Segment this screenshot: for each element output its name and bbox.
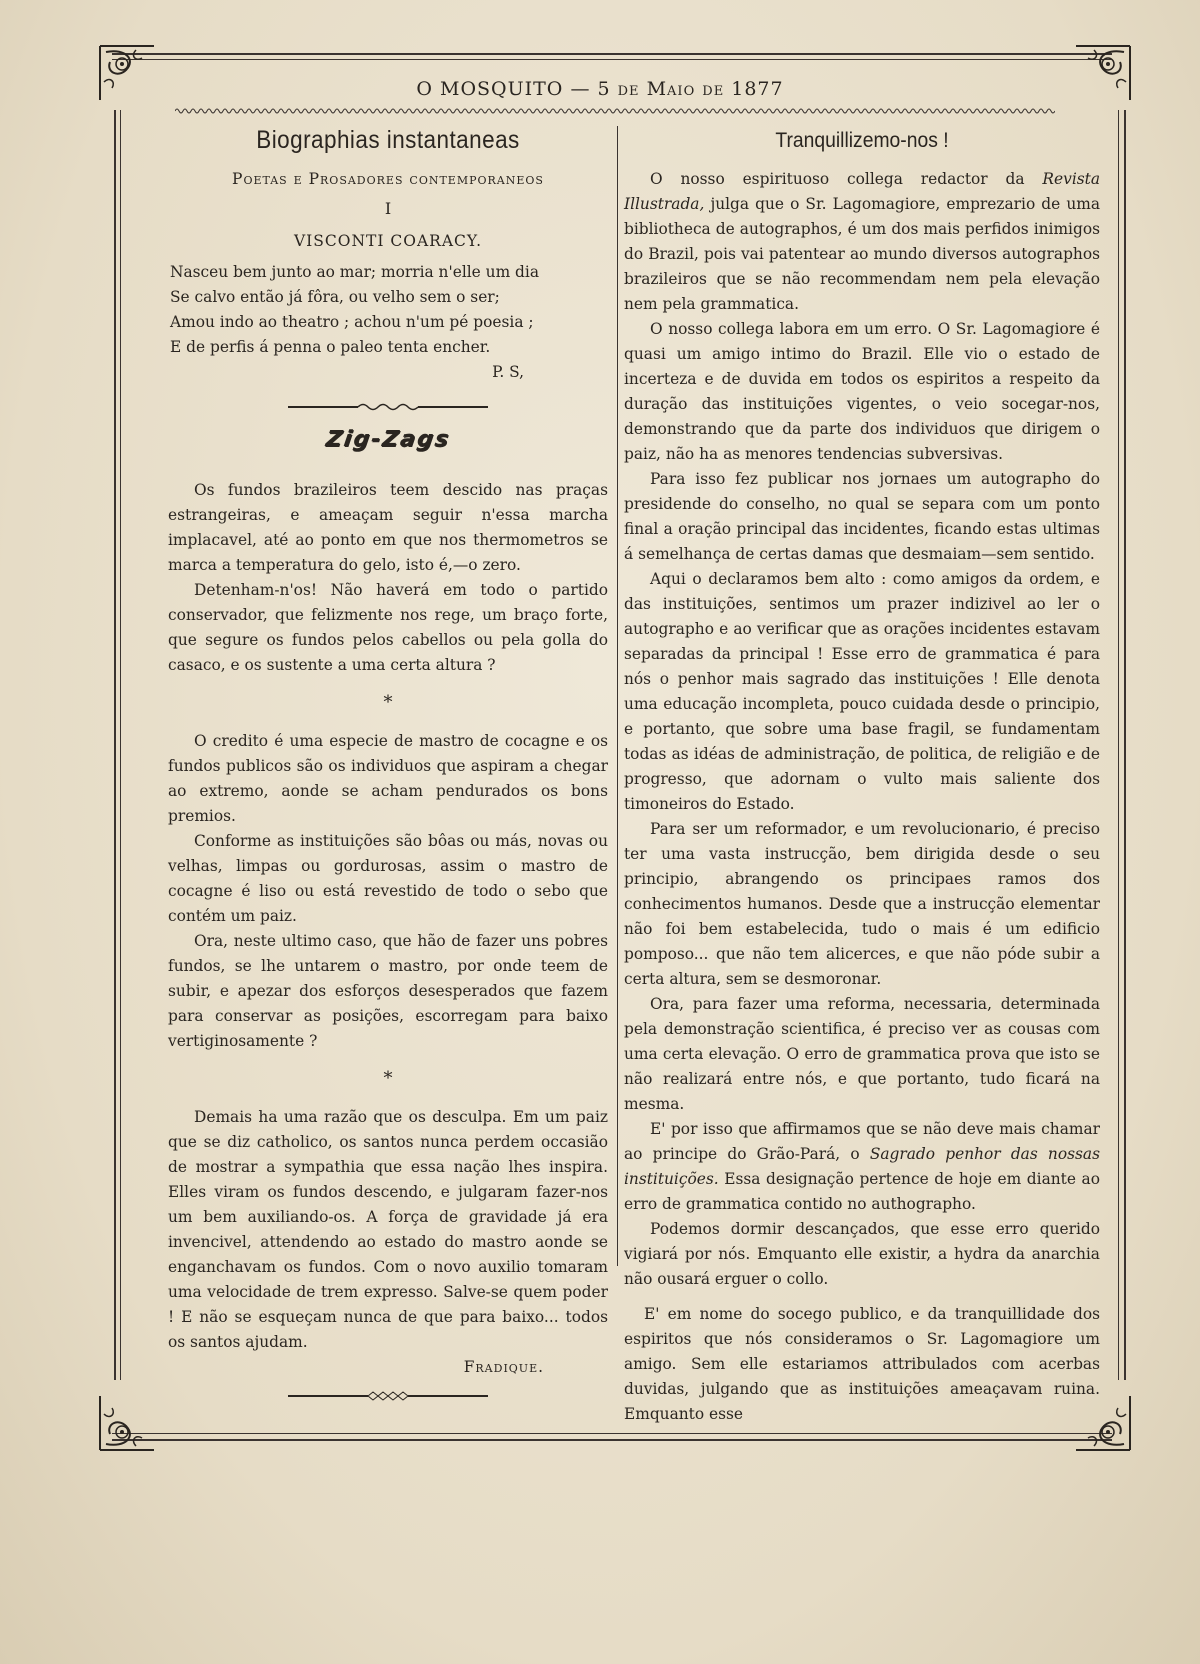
masthead-dash: —	[570, 78, 591, 100]
paragraph-text: Essa designação pertence de hoje em diante ao erro de grammatica contido no authographo.	[624, 1170, 1100, 1213]
paragraph: Para ser um reformador, e um revolucionario, é preciso ter uma vasta instrucção, bem dirigida desde o seu principio, abrangendo os principaes ramos dos conhecimentos humanos. Desde que a instrucção elementar não foi bem estabelecida, tudo o mais é um edificio pomposo... que não tem alicerces, e que não póde subir a certa altura, sem se desmoronar.	[624, 820, 1100, 988]
paragraph: Demais ha uma razão que os desculpa. Em um paiz que se diz catholico, os santos nunca perdem occasião de mostrar a sympathia que essa nação lhes inspira. Elles viram os fundos descendo, e julgaram fazer-nos um bem auxiliando-os. A força de gravidade já era invencivel, attendendo ao estado do mastro aonde se enganchavam os fundos. Com o novo auxilio tomaram uma velocidade de trem expresso. Salve-se quem poder ! E não se esqueçam nunca de que para baixo... todos os santos ajudam.	[168, 1108, 608, 1351]
verse-block	[168, 260, 608, 360]
frame-bottom-rule	[112, 1439, 1112, 1441]
masthead-month: Maio	[646, 78, 696, 100]
verse-signature: P. S,	[492, 363, 524, 381]
paragraph: Podemos dormir descançados, que esse erro querido vigiará por nós. Emquanto elle existir, a hydra da anarchia não ousará erguer o collo.	[624, 1220, 1100, 1288]
paragraph: E' em nome do socego publico, e da tranquillidade dos espiritos que nós consideramos o Sr. Lagomagiore um amigo. Sem elle estariamos attribulados com acerbas duvidas, julgando que as instituições ameaçavam ruina. Emquanto esse	[624, 1305, 1100, 1423]
paragraph-text: julga que o Sr. Lagomagiore, emprezario de uma bibliotheca de autographos, é um dos mais perfidos inimigos do Brazil, pois vai patentear ao mundo diversos autographos brazileiros que se não recommendam nem pela elevação nem pela grammatica.	[624, 195, 1100, 313]
paragraph	[624, 167, 1100, 317]
frame-left-rule	[114, 110, 116, 1380]
biographias-subtitle: Poetas e Prosadores contemporaneos	[232, 170, 544, 188]
frame-top-rule	[112, 53, 1112, 55]
wavy-rule	[175, 106, 1055, 116]
ornamental-rule-icon	[288, 401, 488, 413]
tranquillizemo-title: Tranquillizemo-nos !	[775, 129, 949, 152]
verse-line: Amou indo ao theatro ; achou n'um pé poesia ;	[170, 313, 534, 331]
frame-right-inner-rule	[1118, 110, 1119, 1380]
column-divider	[617, 126, 618, 1266]
masthead-year: 1877	[731, 78, 784, 100]
paragraph: O credito é uma especie de mastro de cocagne e os fundos publicos são os individuos que aspiram a chegar ao extremo, aonde se acham pendurados os bons premios.	[168, 732, 608, 825]
frame-right-rule	[1124, 110, 1126, 1380]
paragraph: Detenham-n'os! Não haverá em todo o partido conservador, que felizmente nos rege, um braço forte, que segure os fundos pelos cabellos ou pela golla do casaco, e os sustente a uma certa altura ?	[168, 581, 608, 674]
verse-line: E de perfis á penna o paleo tenta encher.	[170, 338, 491, 356]
periodical-title: Revista Illustrada,	[624, 170, 1100, 213]
paragraph: Para isso fez publicar nos jornaes um autographo do presidende do conselho, no qual se separa com um ponto final a oração principal das incidentes, ficando estas ultimas á semelhança de certas damas que desmaiam—sem sentido.	[624, 470, 1100, 563]
frame-left-inner-rule	[120, 110, 121, 1380]
poet-name: VISCONTI COARACY.	[293, 232, 483, 250]
paragraph	[624, 1117, 1100, 1217]
zig-zags-title: Zig-Zags	[324, 427, 452, 452]
biographias-title: Biographias instantaneas	[256, 126, 520, 154]
corner-ornament-icon	[96, 1392, 158, 1454]
paragraph: Aqui o declaramos bem alto : como amigos da ordem, e das instituições, sentimos um prazer indizivel ao ler o autographo e ao verificar que as orações incidentes estavam separadas da principal ! Esse erro de grammatica é para nós o penhor mais sagrado das instituições ! Elle denota uma educação incompleta, pouco cuidada desde o principio, e portanto, que sobre uma base fragil, se fundamentam todas as idéas de administração, de politica, de religião e de progresso, que adornam o vulto mais saliente dos timoneiros do Estado.	[624, 570, 1100, 813]
left-column	[168, 124, 608, 1416]
paragraph: Ora, para fazer uma reforma, necessaria, determinada pela demonstração scientifica, é preciso ver as cousas com uma certa elevação. O erro de grammatica prova que isto se não realizará entre nós, e que portanto, tudo ficará na mesma.	[624, 995, 1100, 1113]
masthead-de: de	[702, 78, 725, 100]
paragraph: O nosso collega labora em um erro. O Sr. Lagomagiore é quasi um amigo intimo do Brazil. Elle vio o estado de incerteza e de duvida em todos os espiritos a respeito da duração das instituições vigentes, o veio socegar-nos, demonstrando que da parte dos individuos que dirigem o paiz, não ha as menores tendencias subversivas.	[624, 320, 1100, 463]
masthead-de: de	[617, 78, 640, 100]
asterisk-separator: *	[383, 692, 393, 713]
verse-line: Se calvo então já fôra, ou velho sem o ser;	[170, 288, 500, 306]
masthead-day: 5	[597, 78, 611, 100]
author-signature: Fradique.	[463, 1358, 544, 1376]
paper-name: O MOSQUITO	[416, 78, 564, 100]
frame-bottom-inner-rule	[112, 1433, 1112, 1434]
frame-top-inner-rule	[112, 59, 1112, 60]
section-numeral: I	[384, 199, 392, 218]
verse-line: Nasceu bem junto ao mar; morria n'elle um dia	[170, 263, 540, 281]
paragraph-text: E' por isso que affirmamos que se não deve mais chamar ao principe do Grão-Pará, o	[624, 1120, 1100, 1163]
emphasis-text: Sagrado penhor das nossas instituições.	[624, 1145, 1100, 1188]
paragraph: Ora, neste ultimo caso, que hão de fazer uns pobres fundos, se lhe untarem o mastro, por onde teem de subir, e apezar dos esforços desesperados que fazem para conservar as posições, escorregam para baixo vertiginosamente ?	[168, 932, 608, 1050]
masthead	[0, 78, 1200, 100]
right-column	[624, 124, 1100, 1427]
paragraph-text: O nosso espirituoso collega redactor da	[650, 170, 1043, 188]
asterisk-separator: *	[383, 1068, 393, 1089]
paragraph: Os fundos brazileiros teem descido nas praças estrangeiras, e ameaçam seguir n'essa marcha implacavel, até ao ponto em que nos thermometros se marca a temperatura do gelo, isto é,—o zero.	[168, 481, 608, 574]
paragraph: Conforme as instituições são bôas ou más, novas ou velhas, limpas ou gordurosas, assim o mastro de cocagne é liso ou está revestido de todo o sebo que contém um paiz.	[168, 832, 608, 925]
ornamental-rule-icon	[288, 1390, 488, 1402]
